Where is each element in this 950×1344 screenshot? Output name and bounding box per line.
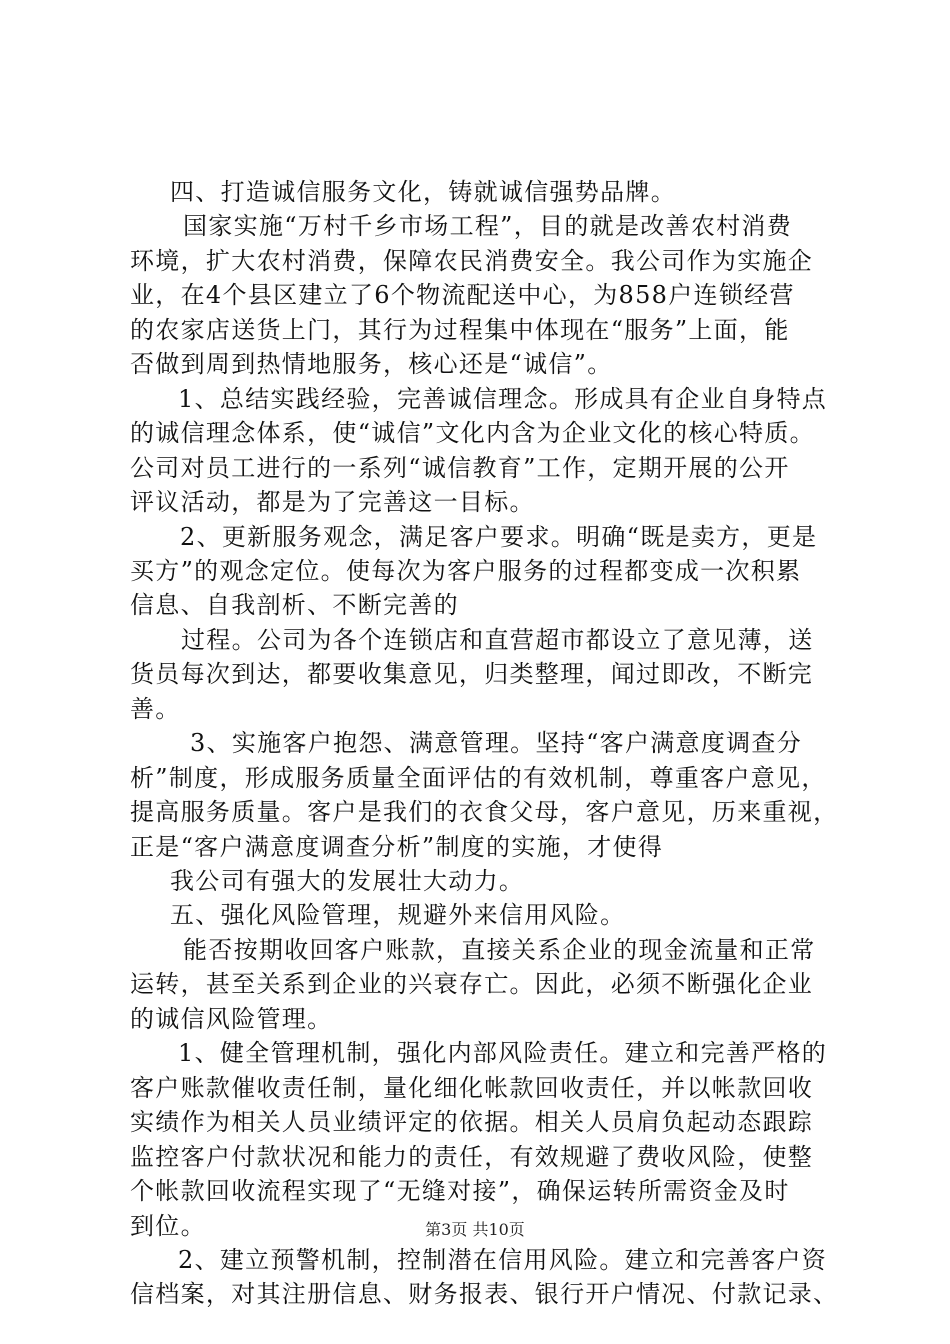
text-line: 环境，扩大农村消费，保障农民消费安全。我公司作为实施企 <box>130 247 814 275</box>
text-line: 五、强化风险管理，规避外来信用风险。 <box>170 901 626 929</box>
text-line: 到位。 <box>130 1212 206 1240</box>
text-line: 实绩作为相关人员业绩评定的依据。相关人员肩负起动态跟踪 <box>130 1108 814 1136</box>
text-line: 四、打造诚信服务文化，铸就诚信强势品牌。 <box>170 178 676 206</box>
text-line: 过程。公司为各个连锁店和直营超市都设立了意见薄，送 <box>181 626 814 654</box>
text-line: 监控客户付款状况和能力的责任，有效规避了费收风险，使整 <box>130 1143 814 1171</box>
text-line: 2、更新服务观念，满足客户要求。明确“既是卖方，更是 <box>180 523 818 551</box>
text-line: 评议活动，都是为了完善这一目标。 <box>130 488 535 516</box>
text-line: 个帐款回收流程实现了“无缝对接”，确保运转所需资金及时 <box>130 1177 790 1205</box>
text-line: 运转，甚至关系到企业的兴衰存亡。因此，必须不断强化企业 <box>130 970 814 998</box>
text-line: 2、建立预警机制，控制潜在信用风险。建立和完善客户资 <box>178 1246 828 1274</box>
text-line: 1、健全管理机制，强化内部风险责任。建立和完善严格的 <box>178 1039 828 1067</box>
text-line: 析”制度，形成服务质量全面评估的有效机制，尊重客户意见， <box>130 764 827 792</box>
text-line: 的诚信理念体系，使“诚信”文化内含为企业文化的核心特质。 <box>130 419 815 447</box>
text-line: 买方”的观念定位。使每次为客户服务的过程都变成一次积累 <box>130 557 802 585</box>
text-line: 客户账款催收责任制，量化细化帐款回收责任，并以帐款回收 <box>130 1074 814 1102</box>
text-line: 3、实施客户抱怨、满意管理。坚持“客户满意度调查分 <box>190 729 803 757</box>
text-line: 能否按期收回客户账款，直接关系企业的现金流量和正常 <box>183 936 816 964</box>
text-line: 1、总结实践经验，完善诚信理念。形成具有企业自身特点 <box>178 385 828 413</box>
text-line: 公司对员工进行的一系列“诚信教育”工作，定期开展的公开 <box>130 454 790 482</box>
text-line: 国家实施“万村千乡市场工程”，目的就是改善农村消费 <box>183 212 793 240</box>
text-line: 的农家店送货上门，其行为过程集中体现在“服务”上面，能 <box>130 316 790 344</box>
text-line: 我公司有强大的发展壮大动力。 <box>170 867 525 895</box>
text-line: 货员每次到达，都要收集意见，归类整理，闻过即改，不断完 <box>130 660 814 688</box>
page-footer: 第3页 共10页 <box>425 1220 525 1239</box>
text-line: 业，在4个县区建立了6个物流配送中心，为858户连锁经营 <box>130 281 795 309</box>
text-line: 信息、自我剖析、不断完善的 <box>130 591 459 619</box>
text-line: 的诚信风险管理。 <box>130 1005 333 1033</box>
text-line: 信档案，对其注册信息、财务报表、银行开户情况、付款记录、 <box>130 1280 839 1308</box>
text-line: 善。 <box>130 695 181 723</box>
text-line: 否做到周到热情地服务，核心还是“诚信”。 <box>130 350 613 378</box>
text-line: 提高服务质量。客户是我们的衣食父母，客户意见，历来重视， <box>130 798 839 826</box>
text-line: 正是“客户满意度调查分析”制度的实施，才使得 <box>130 833 664 861</box>
